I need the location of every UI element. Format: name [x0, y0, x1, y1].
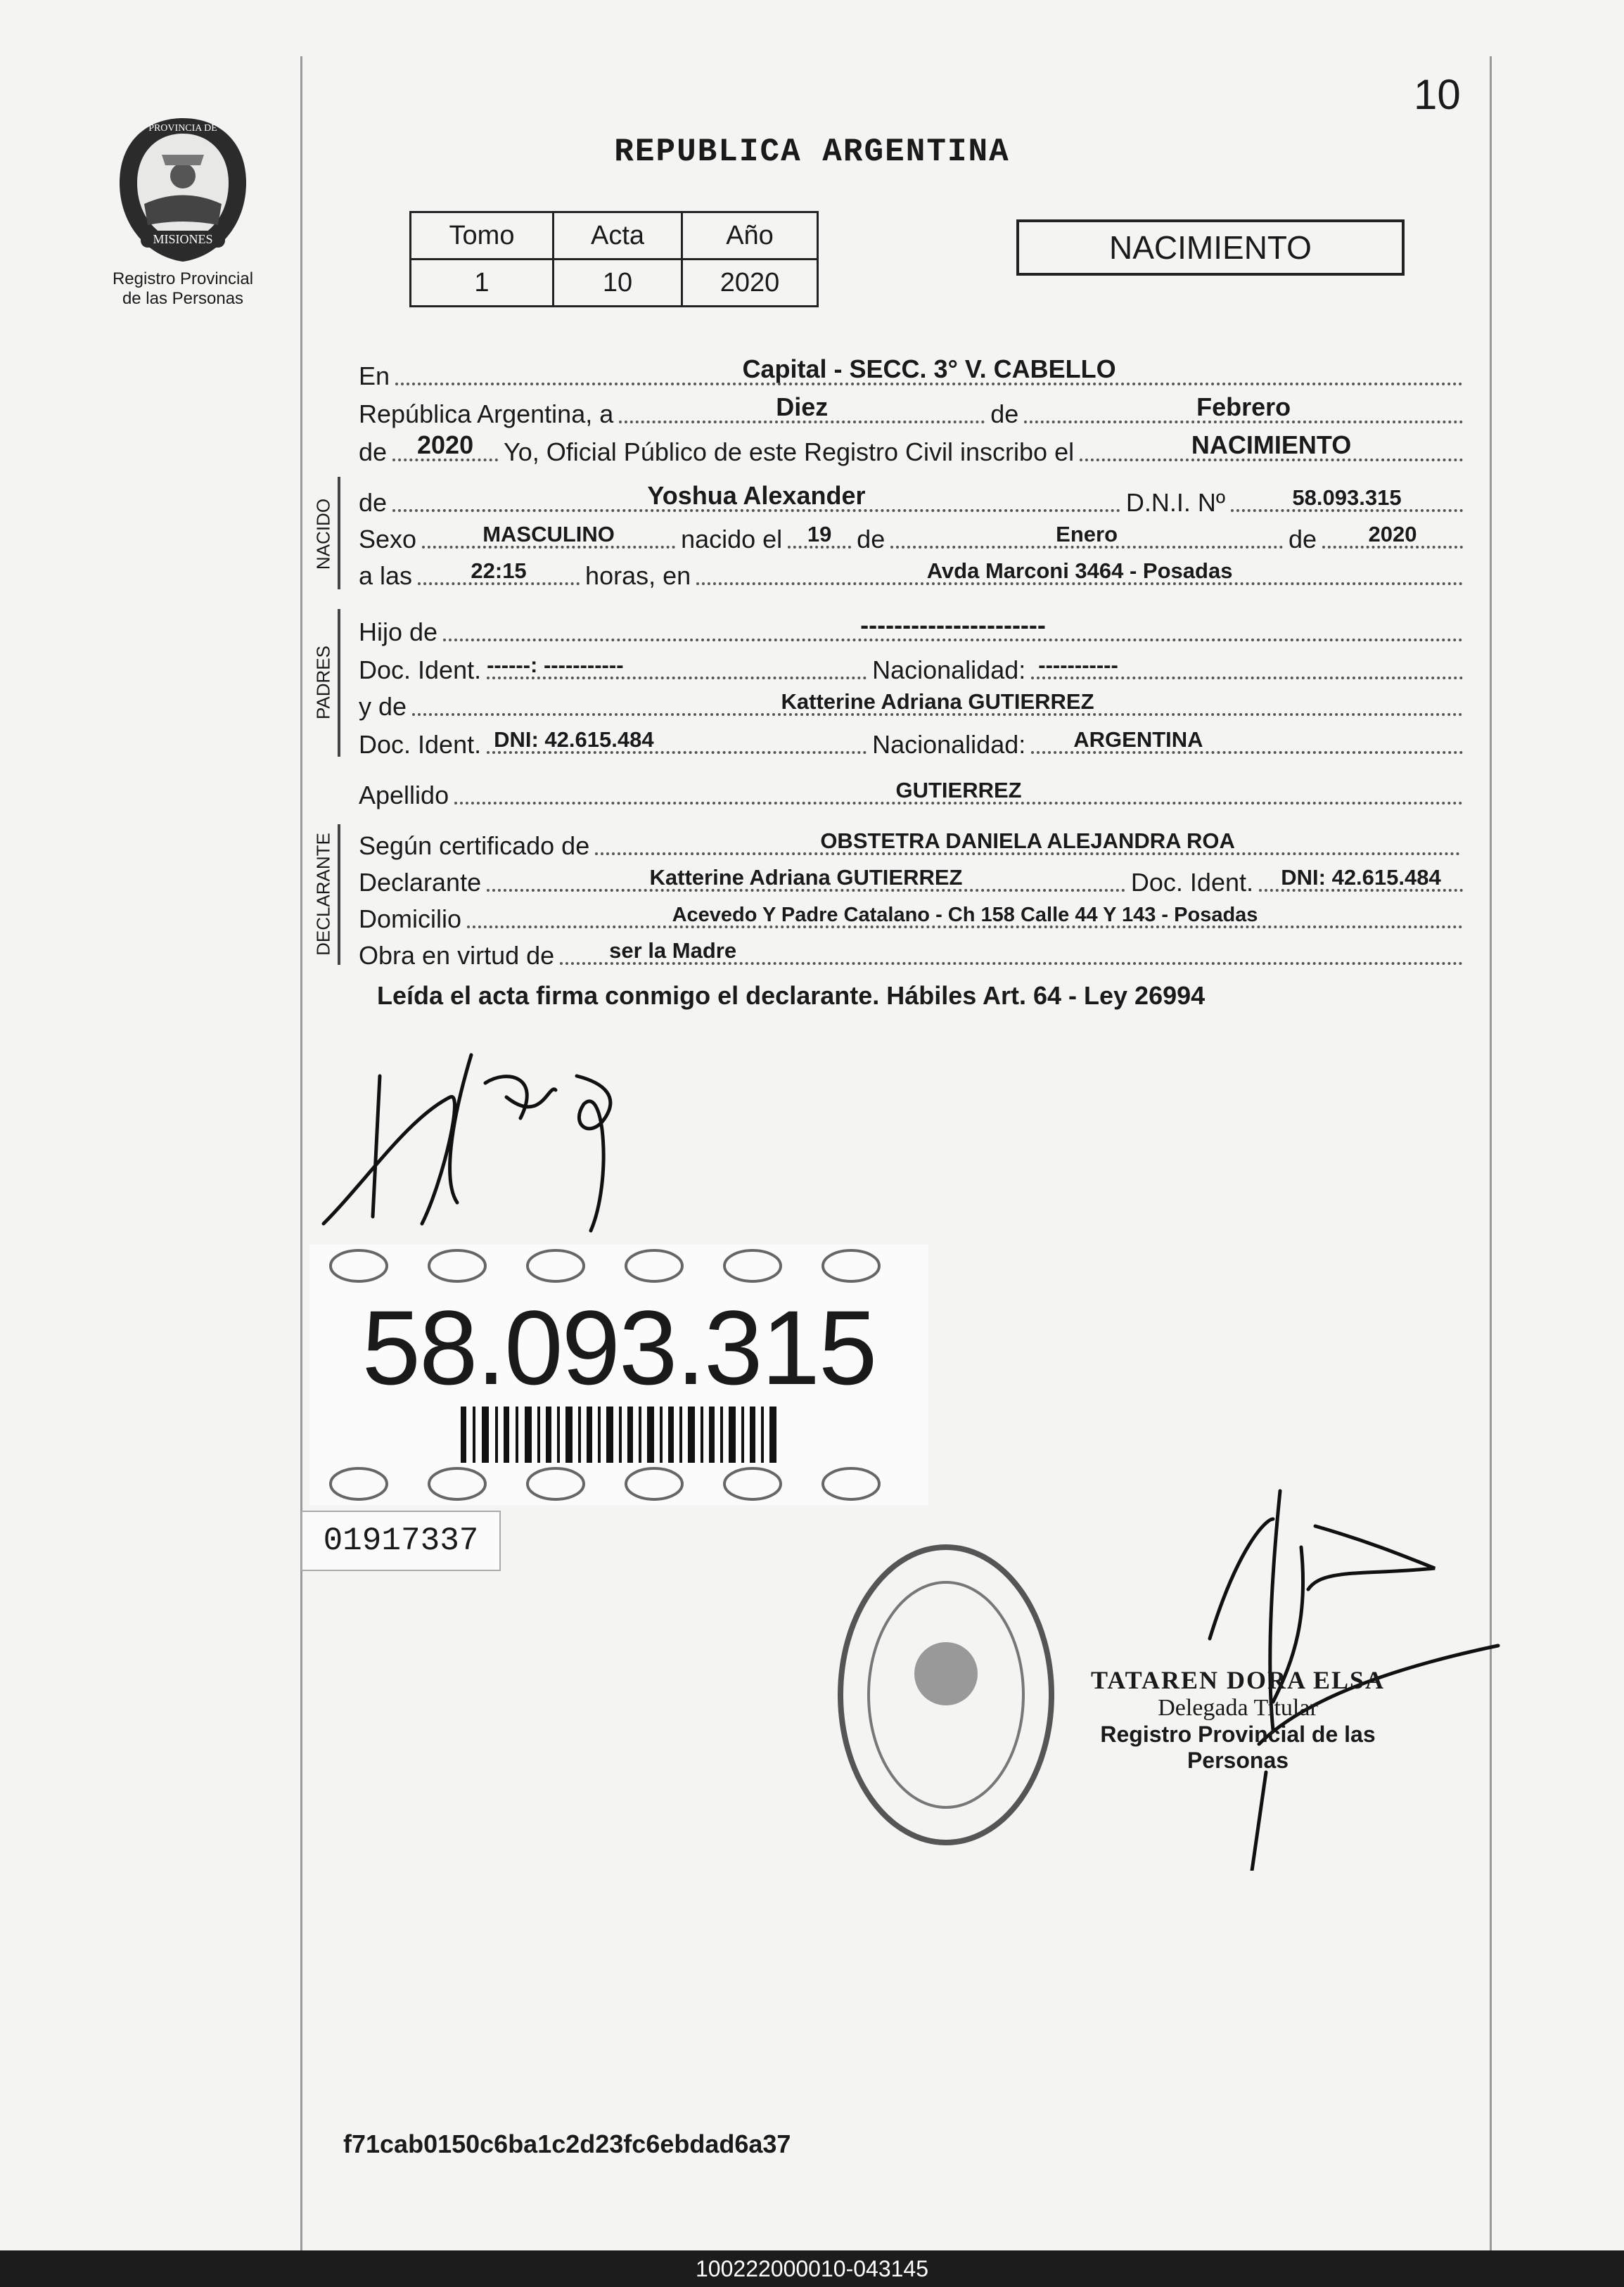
declarant-field	[487, 851, 1125, 892]
year-field	[392, 421, 498, 461]
id-sticker	[309, 1245, 928, 1505]
row-time-place	[359, 553, 1463, 591]
mother-value: Katterine Adriana GUTIERREZ	[781, 689, 1094, 714]
birth-place-value: Avda Marconi 3464 - Posadas	[926, 558, 1233, 583]
event-field	[1080, 421, 1463, 461]
footer-code: 100222000010-043145	[0, 2250, 1624, 2287]
table-header-anio: Año	[682, 212, 818, 260]
seal-caption-line-2: de las Personas	[122, 289, 244, 308]
record-type-box: NACIMIENTO	[1016, 219, 1405, 276]
cert-label: Según certificado de	[359, 831, 590, 860]
declarant-value: Katterine Adriana GUTIERREZ	[649, 865, 963, 890]
birth-month-value: Enero	[1056, 522, 1118, 546]
sexo-value: MASCULINO	[482, 522, 615, 546]
dni-label: D.N.I. Nº	[1125, 488, 1225, 517]
day-field	[619, 383, 985, 423]
sticker-number: 58.093.315	[362, 1288, 876, 1407]
right-margin-line	[1490, 56, 1492, 2250]
event-value: NACIMIENTO	[1191, 430, 1352, 459]
official-block	[1048, 1665, 1428, 1774]
obra-label: Obra en virtud de	[359, 941, 555, 970]
decl-label: Declarante	[359, 868, 482, 897]
official-name: TATAREN DORA ELSA	[1090, 1666, 1386, 1694]
registry-table	[409, 211, 819, 307]
seal-lettering-top: PROVINCIA DE	[148, 123, 217, 134]
declarante-bracket	[338, 824, 340, 965]
official-office: Registro Provincial de las Personas	[1100, 1722, 1376, 1773]
cert-value: OBSTETRA DANIELA ALEJANDRA ROA	[820, 828, 1235, 853]
table-value-tomo: 1	[411, 260, 554, 307]
year-value: 2020	[417, 430, 474, 459]
name-field	[392, 471, 1120, 512]
control-number: 01917337	[301, 1511, 501, 1571]
dni-value: 58.093.315	[1292, 485, 1402, 510]
birth-month-field	[890, 508, 1283, 549]
official-role: Delegada Titular	[1158, 1695, 1318, 1721]
de-label-3: de	[857, 525, 885, 553]
document-hash: f71cab0150c6ba1c2d23fc6ebdad6a37	[343, 2129, 791, 2158]
table-value-acta: 10	[554, 260, 682, 307]
father-doc-field	[487, 639, 867, 679]
left-margin-line	[300, 56, 302, 2250]
declarant-doc-field	[1259, 851, 1463, 892]
birth-day-field	[788, 508, 851, 549]
mother-nationality-value: ARGENTINA	[1073, 727, 1203, 752]
de-label-2: de	[359, 437, 388, 466]
hijo-label: Hijo de	[359, 617, 438, 646]
mother-doc-field	[487, 713, 867, 754]
seal-lettering: MISIONES	[153, 232, 213, 246]
doc-label-2: Doc. Ident.	[359, 730, 482, 759]
document-title: REPUBLICA ARGENTINA	[614, 134, 1010, 170]
father-field	[443, 601, 1463, 641]
doc-label: Doc. Ident.	[359, 655, 482, 684]
father-value: ----------------------	[860, 610, 1046, 639]
decl-doc-label: Doc. Ident.	[1130, 868, 1253, 897]
birth-day-value: 19	[807, 522, 832, 546]
row-mother-doc	[359, 722, 1463, 760]
nac-label-2: Nacionalidad:	[872, 730, 1026, 759]
mother-nationality-field	[1031, 713, 1463, 754]
table-header-acta: Acta	[554, 212, 682, 260]
declarante-section-label: DECLARANTE	[312, 833, 334, 956]
month-value: Febrero	[1196, 392, 1291, 421]
day-value: Diez	[776, 392, 829, 421]
declarant-doc-value: DNI: 42.615.484	[1281, 865, 1441, 890]
country-label: República Argentina, a	[359, 399, 614, 428]
padres-section-label: PADRES	[312, 646, 334, 719]
en-label: En	[359, 361, 390, 390]
de-label: de	[359, 488, 388, 517]
father-doc-value: ------: -----------	[487, 653, 624, 677]
page-number: 10	[1414, 71, 1461, 118]
mother-doc-value: DNI: 42.615.484	[494, 727, 654, 752]
declarant-signature-icon	[309, 1041, 703, 1252]
month-field	[1024, 383, 1463, 423]
capacity-value: ser la Madre	[609, 938, 737, 963]
de-label: de	[990, 399, 1019, 428]
nacido-label: nacido el	[681, 525, 783, 553]
seal-caption	[84, 269, 281, 309]
address-field	[467, 888, 1463, 928]
officer-text: Yo, Oficial Público de este Registro Civil inscribo el	[504, 437, 1075, 466]
row-surname	[359, 772, 1463, 810]
dni-field	[1231, 471, 1463, 512]
nacido-bracket	[338, 477, 340, 589]
official-stamp-icon	[830, 1533, 1062, 1857]
nac-label: Nacionalidad:	[872, 655, 1026, 684]
closing-statement: Leída el acta firma conmigo el declarante. Hábiles Art. 64 - Ley 26994	[377, 981, 1206, 1010]
address-value: Acevedo Y Padre Catalano - Ch 158 Calle 44 Y 143 - Posadas	[672, 904, 1258, 926]
place-value: Capital - SECC. 3° V. CABELLO	[742, 354, 1116, 383]
sexo-field	[422, 508, 675, 549]
surname-field	[454, 764, 1463, 805]
capacity-field	[560, 924, 1463, 965]
seal-caption-line-1: Registro Provincial	[112, 269, 254, 288]
birth-place-field	[696, 544, 1463, 585]
horas-label: horas, en	[585, 561, 691, 590]
birth-year-field	[1322, 508, 1463, 549]
padres-bracket	[338, 609, 340, 757]
dom-label: Domicilio	[359, 904, 462, 933]
place-field	[395, 345, 1463, 385]
time-field	[418, 544, 580, 585]
mother-field	[412, 675, 1463, 716]
name-value: Yoshua Alexander	[647, 481, 866, 510]
birth-year-value: 2020	[1368, 522, 1417, 546]
surname-value: GUTIERREZ	[895, 778, 1022, 802]
row-officer	[359, 429, 1463, 467]
father-nationality-value: -----------	[1038, 653, 1118, 677]
table-header-tomo: Tomo	[411, 212, 554, 260]
father-nationality-field	[1031, 639, 1463, 679]
de-label-4: de	[1288, 525, 1317, 553]
cert-field	[595, 814, 1460, 855]
time-value: 22:15	[471, 558, 527, 583]
table-value-anio: 2020	[682, 260, 818, 307]
nacido-section-label: NACIDO	[312, 498, 334, 570]
yde-label: y de	[359, 692, 407, 721]
sexo-label: Sexo	[359, 525, 417, 553]
alas-label: a las	[359, 561, 413, 590]
row-capacity	[359, 933, 1463, 970]
apellido-label: Apellido	[359, 781, 449, 809]
